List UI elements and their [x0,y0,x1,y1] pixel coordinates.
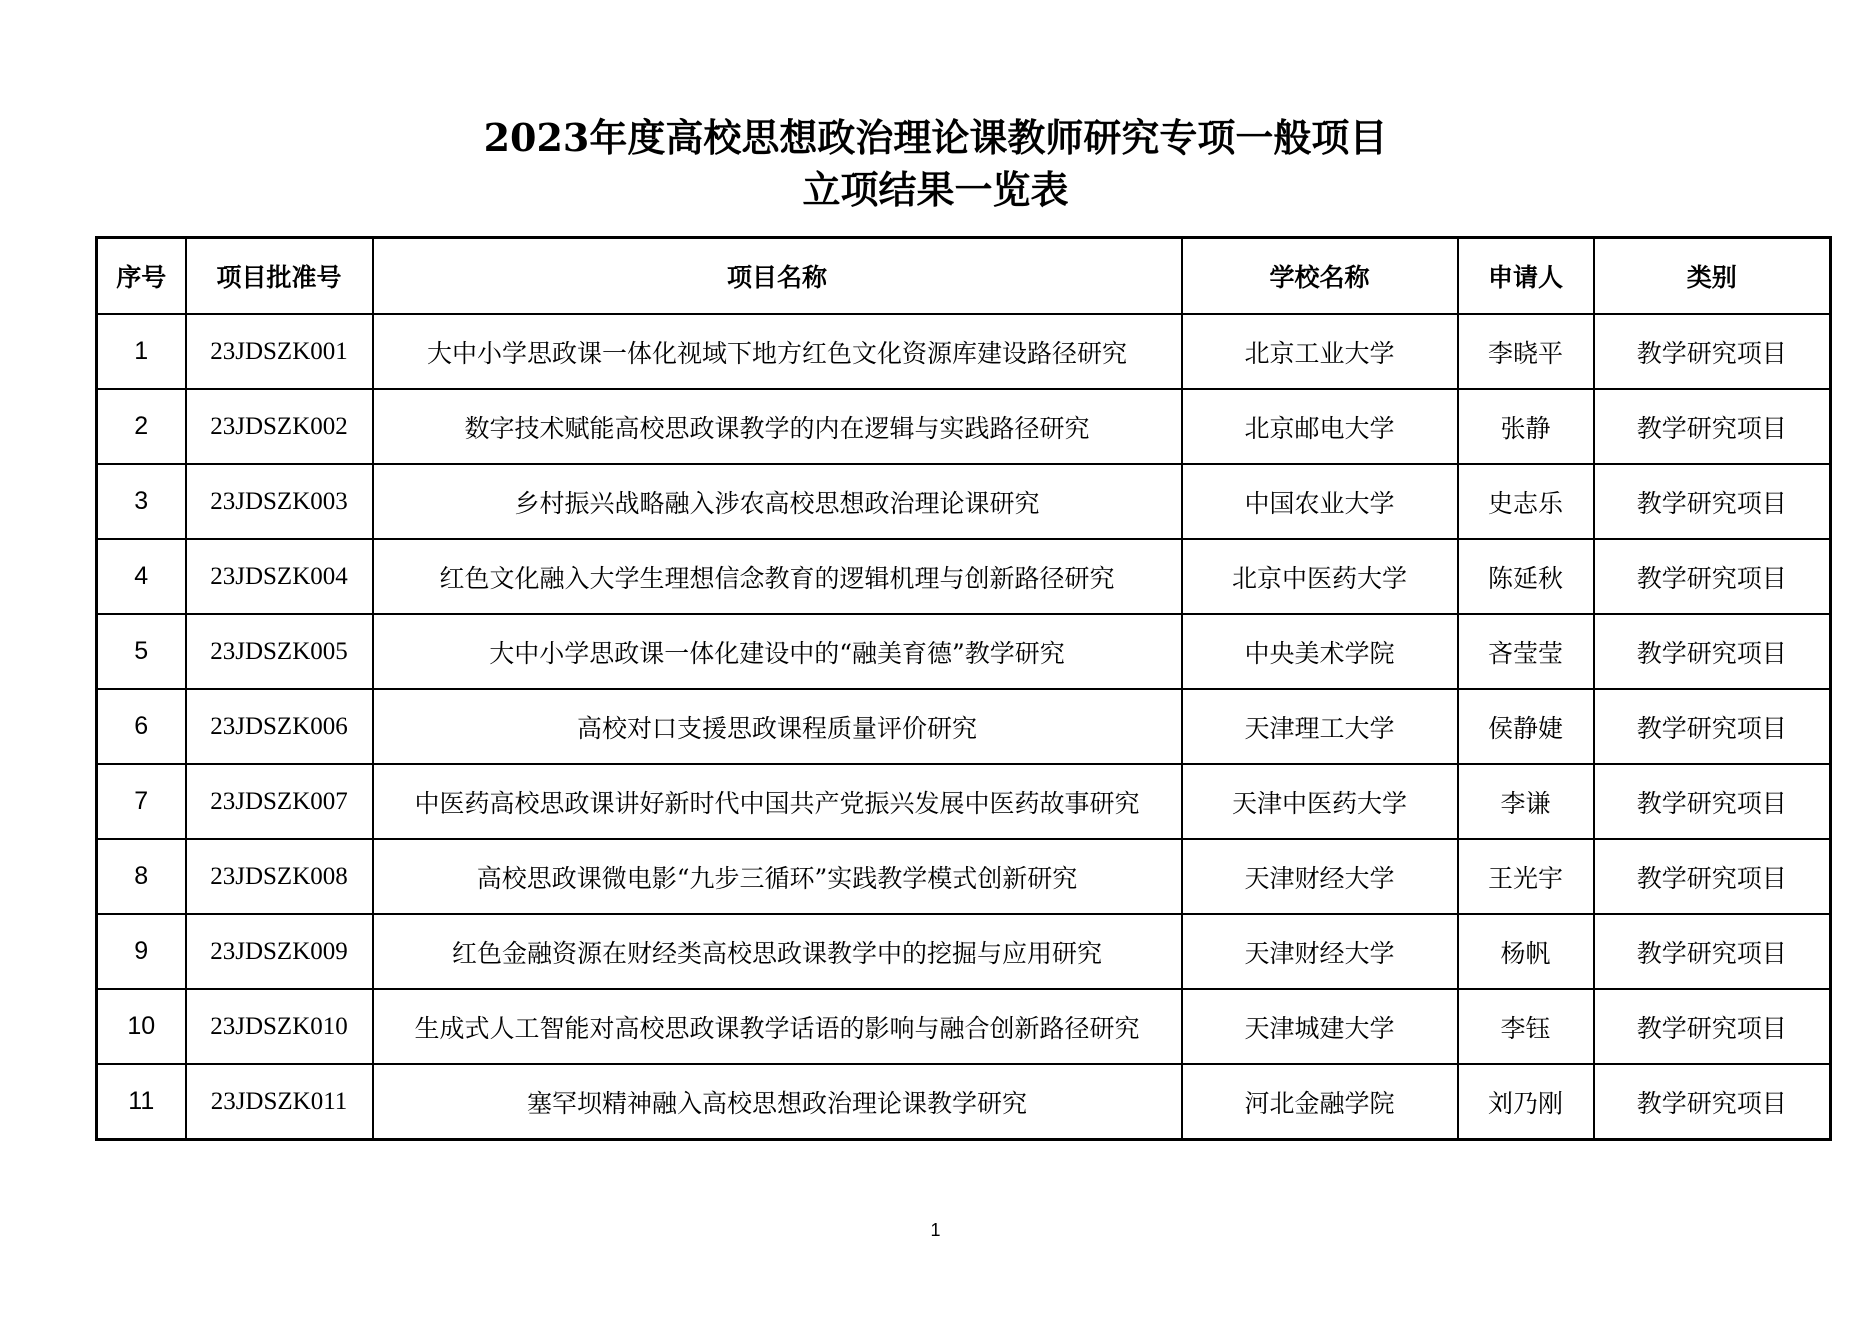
cell-name: 大中小学思政课一体化视域下地方红色文化资源库建设路径研究 [373,314,1182,389]
project-results-table [95,236,1832,1141]
cell-seq: 5 [97,614,186,689]
table-row [97,914,1831,989]
cell-category: 教学研究项目 [1594,464,1831,539]
cell-seq: 11 [97,1064,186,1140]
cell-name: 红色文化融入大学生理想信念教育的逻辑机理与创新路径研究 [373,539,1182,614]
cell-school: 天津理工大学 [1182,689,1458,764]
cell-name: 高校对口支援思政课程质量评价研究 [373,689,1182,764]
cell-code: 23JDSZK007 [186,764,373,839]
cell-category: 教学研究项目 [1594,1064,1831,1140]
table-header-row [97,238,1831,315]
header-applicant: 申请人 [1458,238,1594,315]
cell-seq: 9 [97,914,186,989]
table-row [97,839,1831,914]
cell-category: 教学研究项目 [1594,389,1831,464]
cell-applicant: 刘乃刚 [1458,1064,1594,1140]
cell-school: 中央美术学院 [1182,614,1458,689]
table-row [97,464,1831,539]
cell-applicant: 吝莹莹 [1458,614,1594,689]
cell-code: 23JDSZK003 [186,464,373,539]
cell-code: 23JDSZK009 [186,914,373,989]
cell-code: 23JDSZK005 [186,614,373,689]
cell-applicant: 史志乐 [1458,464,1594,539]
cell-seq: 3 [97,464,186,539]
cell-name: 大中小学思政课一体化建设中的“融美育德”教学研究 [373,614,1182,689]
cell-name: 塞罕坝精神融入高校思想政治理论课教学研究 [373,1064,1182,1140]
title-line-2: 立项结果一览表 [802,167,1069,212]
cell-applicant: 王光宇 [1458,839,1594,914]
cell-applicant: 李晓平 [1458,314,1594,389]
table-row [97,1064,1831,1140]
cell-code: 23JDSZK006 [186,689,373,764]
page-number: 1 [930,1220,941,1240]
cell-code: 23JDSZK004 [186,539,373,614]
cell-applicant: 陈延秋 [1458,539,1594,614]
title-line-1: 2023年度高校思想政治理论课教师研究专项一般项目 [483,115,1388,160]
cell-category: 教学研究项目 [1594,989,1831,1064]
cell-seq: 4 [97,539,186,614]
cell-school: 北京邮电大学 [1182,389,1458,464]
cell-code: 23JDSZK008 [186,839,373,914]
table-row [97,314,1831,389]
cell-school: 北京中医药大学 [1182,539,1458,614]
cell-code: 23JDSZK002 [186,389,373,464]
cell-category: 教学研究项目 [1594,764,1831,839]
cell-applicant: 杨帆 [1458,914,1594,989]
table-body [97,314,1831,1140]
cell-category: 教学研究项目 [1594,614,1831,689]
cell-code: 23JDSZK010 [186,989,373,1064]
cell-category: 教学研究项目 [1594,539,1831,614]
cell-applicant: 李谦 [1458,764,1594,839]
header-code: 项目批准号 [186,238,373,315]
cell-seq: 7 [97,764,186,839]
cell-category: 教学研究项目 [1594,914,1831,989]
cell-name: 乡村振兴战略融入涉农高校思想政治理论课研究 [373,464,1182,539]
cell-category: 教学研究项目 [1594,314,1831,389]
cell-applicant: 李钰 [1458,989,1594,1064]
cell-school: 北京工业大学 [1182,314,1458,389]
cell-school: 天津城建大学 [1182,989,1458,1064]
table-row [97,389,1831,464]
cell-applicant: 张静 [1458,389,1594,464]
document-title [0,112,1871,216]
cell-seq: 2 [97,389,186,464]
header-name: 项目名称 [373,238,1182,315]
cell-school: 天津中医药大学 [1182,764,1458,839]
header-seq: 序号 [97,238,186,315]
cell-seq: 6 [97,689,186,764]
cell-code: 23JDSZK001 [186,314,373,389]
cell-category: 教学研究项目 [1594,689,1831,764]
cell-school: 河北金融学院 [1182,1064,1458,1140]
cell-seq: 8 [97,839,186,914]
header-school: 学校名称 [1182,238,1458,315]
table-row [97,764,1831,839]
table-row [97,539,1831,614]
cell-school: 天津财经大学 [1182,839,1458,914]
cell-school: 天津财经大学 [1182,914,1458,989]
cell-applicant: 侯静婕 [1458,689,1594,764]
cell-seq: 10 [97,989,186,1064]
table-row [97,989,1831,1064]
cell-name: 生成式人工智能对高校思政课教学话语的影响与融合创新路径研究 [373,989,1182,1064]
cell-name: 高校思政课微电影“九步三循环”实践教学模式创新研究 [373,839,1182,914]
cell-name: 中医药高校思政课讲好新时代中国共产党振兴发展中医药故事研究 [373,764,1182,839]
cell-category: 教学研究项目 [1594,839,1831,914]
table-row [97,614,1831,689]
cell-name: 数字技术赋能高校思政课教学的内在逻辑与实践路径研究 [373,389,1182,464]
cell-code: 23JDSZK011 [186,1064,373,1140]
cell-name: 红色金融资源在财经类高校思政课教学中的挖掘与应用研究 [373,914,1182,989]
cell-seq: 1 [97,314,186,389]
cell-school: 中国农业大学 [1182,464,1458,539]
header-category: 类别 [1594,238,1831,315]
table-row [97,689,1831,764]
